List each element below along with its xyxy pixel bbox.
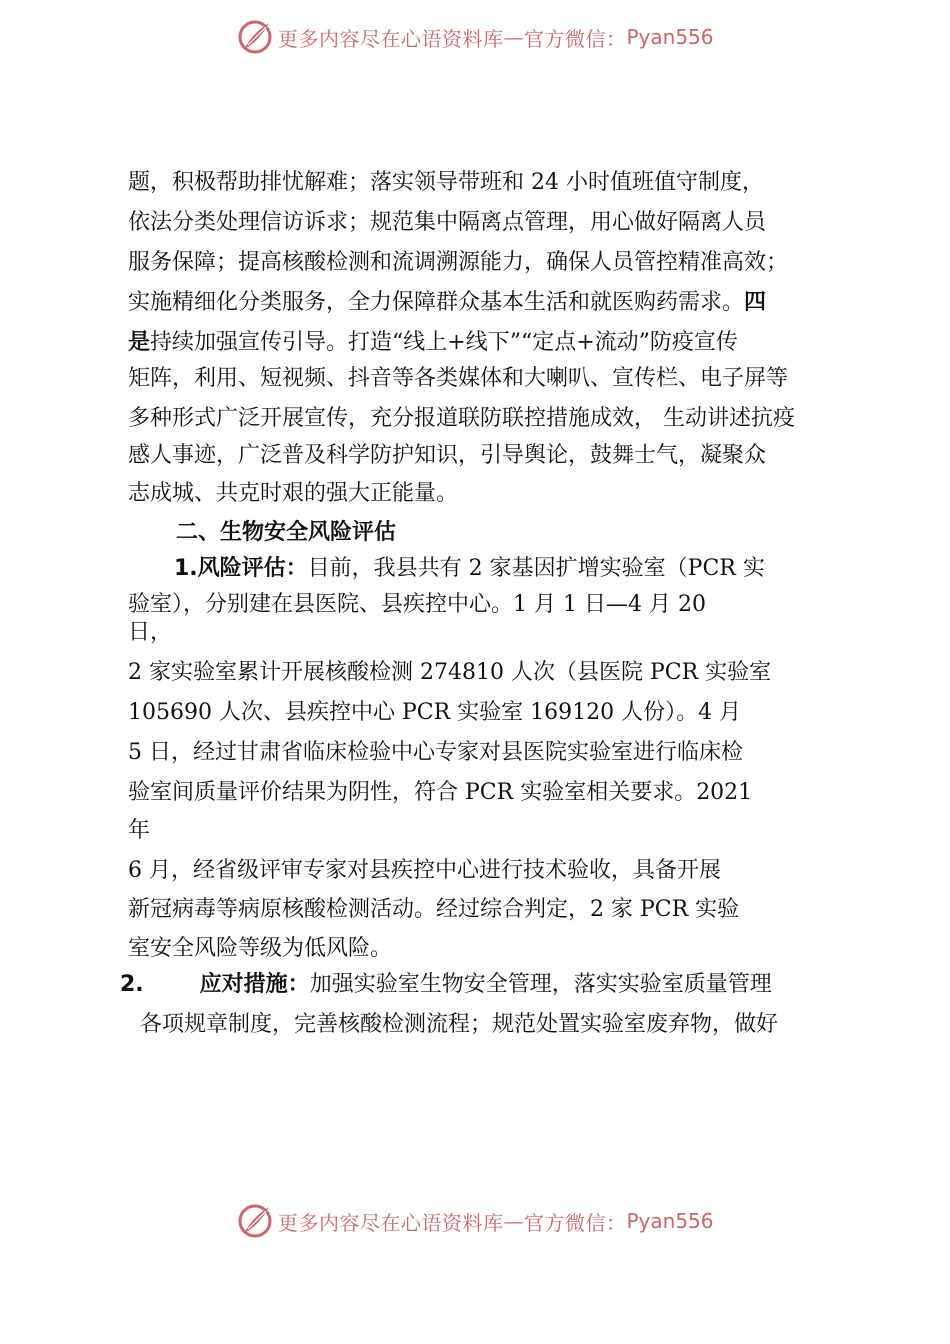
banner-site-name: 更多内容尽在心语资料库 <box>278 26 504 51</box>
text-line: 各项规章制度，完善核酸检测流程；规范处置实验室废弃物，做好 <box>140 1012 779 1037</box>
feather-logo-icon <box>236 18 274 56</box>
text-line: 矩阵，利用、短视频、抖音等各类媒体和大喇叭、宣传栏、电子屏等 <box>128 366 789 391</box>
item-number: 2. <box>120 972 144 997</box>
banner-wechat-id: Pyan556 <box>626 1209 714 1233</box>
text-line: 2 家实验室累计开展核酸检测 274810 人次（县医院 PCR 实验室 <box>128 660 772 685</box>
text-run: 目前，我县共有 2 家基因扩增实验室（PCR 实 <box>307 556 765 581</box>
item-label: 应对措施： <box>199 972 310 997</box>
banner-wechat-label: 官方微信： <box>524 26 627 51</box>
text-line: 室安全风险等级为低风险。 <box>128 936 393 961</box>
bold-marker: 四 <box>744 290 767 315</box>
text-line: 服务保障；提高核酸检测和流调溯源能力，确保人员管控精准高效； <box>128 250 789 275</box>
text-line <box>128 288 766 318</box>
text-line: 日， <box>128 620 173 645</box>
text-line: 验室），分别建在县医院、县疾控中心。1 月 1 日—4 月 20 <box>128 592 706 617</box>
header-watermark-banner <box>236 17 714 57</box>
feather-logo-icon <box>236 1202 274 1240</box>
text-line: 5 日，经过甘肃省临床检验中心专家对县医院实验室进行临床检 <box>128 740 743 765</box>
text-line: 志成城、共克时艰的强大正能量。 <box>128 481 459 506</box>
section-heading: 二、生物安全风险评估 <box>176 520 397 545</box>
text-run: 加强实验室生物安全管理，落实实验室质量管理 <box>309 972 772 997</box>
text-run: 持续加强宣传引导。打造“线上+线下”“定点+流动”防疫宣传 <box>150 330 738 355</box>
banner-dash: — <box>503 25 524 49</box>
text-line: 年 <box>128 818 151 843</box>
text-run: 实施精细化分类服务，全力保障群众基本生活和就医购药需求。 <box>128 290 745 315</box>
text-line: 多种形式广泛开展宣传，充分报道联防联控措施成效， 生动讲述抗疫 <box>128 406 795 431</box>
text-line <box>128 328 738 358</box>
text-line: 6 月，经省级评审专家对县疾控中心进行技术验收，具备开展 <box>128 858 721 883</box>
bold-marker: 是 <box>128 330 151 355</box>
text-line: 感人事迹，广泛普及科学防护知识，引导舆论，鼓舞士气，凝聚众 <box>128 443 767 468</box>
text-line: 新冠病毒等病原核酸检测活动。经过综合判定，2 家 PCR 实验 <box>128 897 740 922</box>
text-line: 105690 人次、县疾控中心 PCR 实验室 169120 人份）。4 月 <box>128 700 742 725</box>
text-line: 题，积极帮助排忧解难；落实领导带班和 24 小时值班值守制度， <box>128 170 764 195</box>
item-label: 1.风险评估： <box>174 556 308 581</box>
text-line <box>120 970 772 1000</box>
text-line <box>174 554 765 584</box>
text-line: 验室间质量评价结果为阴性，符合 PCR 实验室相关要求。2021 <box>128 780 753 805</box>
banner-wechat-label: 官方微信： <box>524 1210 627 1235</box>
banner-wechat-id: Pyan556 <box>626 25 714 49</box>
footer-watermark-banner <box>236 1201 714 1241</box>
text-line: 依法分类处理信访诉求；规范集中隔离点管理，用心做好隔离人员 <box>128 210 767 235</box>
banner-site-name: 更多内容尽在心语资料库 <box>278 1210 504 1235</box>
banner-dash: — <box>503 1209 524 1233</box>
